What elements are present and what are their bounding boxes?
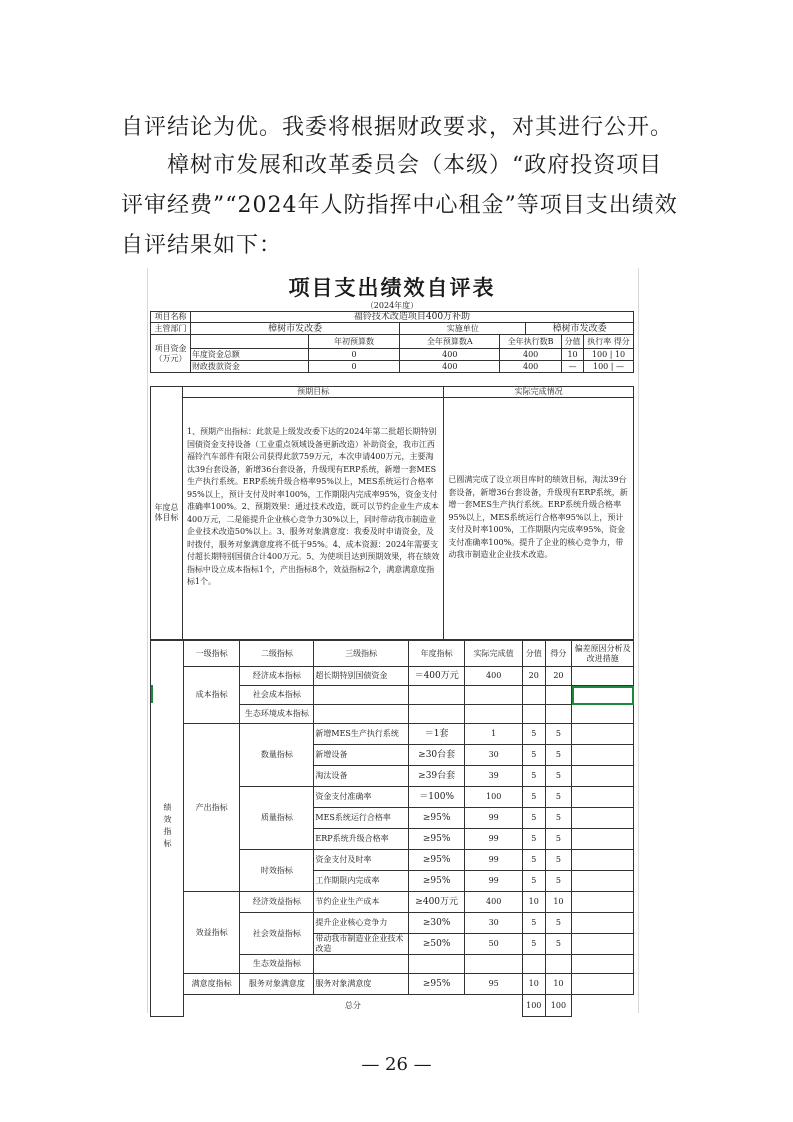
table-row	[151, 724, 634, 745]
intro-line-1: 自评结论为优。我委将根据财政要求，对其进行公开。	[121, 115, 674, 140]
cell-annual: ≥39台套	[408, 766, 465, 787]
expected-goals-text: 1、预期产出指标：此款是上级发改委下达的2024年第二批超长期特别国债资金支持设备（工业重点领域设备更新改造）补助资金，我市江西福铃汽车部件有限公司获得此款759万元，本次申请400万元，主要淘汰39台套设备，新增36台套设备，升级现有ERP系统，新增一套MES生产执行系统。ERP系统升级合格率95%以上，MES系统运行合格率95%以上，预计支付及时率100%，工作期限内完成率95%，资金支付准确率100%。2、预期效果：通过技术改造，既可以节约企业生产成本400万元，二是能提升企业核心竞争力30%以上，同时带动我市制造业企业技术改造50%以上。3、服务对象满意度：我委及时申请资金，及时拨付，服务对象满意度将不低于95%。4、成本资源：2024年需要支付超长期特别国债合计400万元。5、为使项目达到预期效果，将在绩效指标中设立成本指标1个，产出指标8个，效益指标2个，满意满意度指标1个。	[182, 398, 443, 640]
cell-annual: ≥95%	[408, 850, 465, 871]
project-name: 福铃技术改造项目400万补助	[190, 312, 633, 323]
cell-reason[interactable]	[572, 745, 634, 766]
goals-table	[150, 386, 634, 640]
cell-actual: 30	[465, 913, 523, 934]
cell-annual: ≥95%	[408, 871, 465, 892]
label-full-budget: 全年预算数A	[400, 335, 500, 349]
cell-annual	[408, 705, 465, 724]
cell-l3: 服务对象满意度	[314, 974, 409, 995]
l1-benefit: 效益指标	[183, 892, 240, 974]
cell-l3	[314, 955, 409, 974]
cell-score: 5	[522, 724, 545, 745]
total-full: 400	[400, 349, 500, 361]
label-perf-indicators: 绩效指标	[151, 641, 184, 1017]
cell-actual: 400	[465, 667, 523, 686]
cell-reason[interactable]	[572, 808, 634, 829]
total-annual: 0	[308, 349, 400, 361]
cell-got: 5	[545, 913, 572, 934]
label-exec-rate: 执行率 得分	[584, 335, 634, 349]
cell-l3: 提升企业核心竞争力	[314, 913, 409, 934]
cell-actual: 100	[465, 787, 523, 808]
cell-score: 5	[522, 829, 545, 850]
total-score: 100	[522, 995, 545, 1017]
header-reason: 偏差原因分析及改进措施	[572, 641, 634, 667]
header-got: 得分	[545, 641, 572, 667]
cell-annual: ≥30台套	[408, 745, 465, 766]
cell-actual: 400	[465, 892, 523, 913]
label-funds: 项目资金（万元）	[151, 335, 191, 373]
cell-got: 10	[545, 892, 572, 913]
header-l1: 一级指标	[183, 641, 240, 667]
cell-l3: 淘汰设备	[314, 766, 409, 787]
total-rate-got: 100 | 10	[584, 349, 634, 361]
cell-actual	[465, 705, 523, 724]
cell-reason[interactable]	[572, 913, 634, 934]
cell-annual: ≥95%	[408, 829, 465, 850]
cell-reason[interactable]	[572, 705, 634, 724]
cell-got: 5	[545, 829, 572, 850]
cell-got: 20	[545, 667, 572, 686]
label-full-exec: 全年执行数B	[500, 335, 562, 349]
table-row	[151, 974, 634, 995]
cell-l2: 经济效益指标	[240, 892, 314, 913]
l2-time: 时效指标	[240, 850, 314, 892]
l1-satisfaction: 满意度指标	[183, 974, 240, 995]
cell-actual: 50	[465, 934, 523, 955]
cell-reason[interactable]	[572, 766, 634, 787]
cell-l2: 社会成本指标	[240, 686, 314, 705]
total-got: 100	[545, 995, 572, 1017]
cell-reason[interactable]	[572, 787, 634, 808]
total-label: 总分	[344, 1000, 361, 1010]
cell-l3: 新增设备	[314, 745, 409, 766]
cell-reason[interactable]	[572, 974, 634, 995]
cell-l2: 社会效益指标	[240, 913, 314, 955]
indicators-table	[150, 640, 634, 1017]
cell-got: 5	[545, 787, 572, 808]
cell-actual: 99	[465, 808, 523, 829]
page-number: — 26 —	[361, 1054, 432, 1075]
cell-score	[522, 705, 545, 724]
cell-got: 5	[545, 724, 572, 745]
label-actual: 实际完成情况	[444, 387, 634, 398]
l1-cost: 成本指标	[183, 667, 240, 724]
cell-got: 5	[545, 745, 572, 766]
cell-l3: 带动我市制造业企业技术改造	[314, 934, 409, 955]
header-score: 分值	[522, 641, 545, 667]
cell-reason[interactable]	[572, 892, 634, 913]
cell-score	[522, 686, 545, 705]
cell-got: 5	[545, 871, 572, 892]
impl-unit: 樟树市发改委	[526, 323, 634, 335]
cell-actual: 99	[465, 829, 523, 850]
cell-score	[522, 955, 545, 974]
label-expected: 预期目标	[182, 387, 443, 398]
l2-quality: 质量指标	[240, 787, 314, 850]
cell-actual: 1	[465, 724, 523, 745]
cell-score: 5	[522, 934, 545, 955]
cell-annual: ≥95%	[408, 808, 465, 829]
cell-score: 5	[522, 808, 545, 829]
label-total-funds: 年度资金总额	[190, 349, 308, 361]
cell-reason[interactable]	[572, 955, 634, 974]
cell-score: 5	[522, 871, 545, 892]
cell-l2: 服务对象满意度	[240, 974, 314, 995]
cell-l3: 资金支付及时率	[314, 850, 409, 871]
label-dept: 主管部门	[151, 323, 191, 335]
cell-got: 5	[545, 850, 572, 871]
intro-paragraph-2: 樟树市发展和改革委员会（本级）“政府投资项目评审经费”“2024年人防指挥中心租金”等项目支出绩效自评结果如下：	[121, 153, 678, 258]
cell-score: 10	[522, 974, 545, 995]
project-info-table	[150, 311, 634, 373]
cell-l3	[314, 686, 409, 705]
label-fiscal-funds: 财政拨款资金	[190, 361, 308, 373]
cell-actual: 99	[465, 850, 523, 871]
cell-actual: 95	[465, 974, 523, 995]
label-annual-budget: 年初预算数	[308, 335, 400, 349]
fiscal-full: 400	[400, 361, 500, 373]
dept: 樟树市发改委	[190, 323, 399, 335]
cell-actual	[465, 686, 523, 705]
cell-l3	[314, 705, 409, 724]
cell-reason[interactable]	[572, 667, 634, 686]
table-title: 项目支出绩效自评表	[288, 275, 496, 300]
fiscal-exec: 400	[500, 361, 562, 373]
cell-l2: 生态环境成本指标	[240, 705, 314, 724]
cell-got: 5	[545, 808, 572, 829]
cell-got	[545, 686, 572, 705]
cell-l2: 生态效益指标	[240, 955, 314, 974]
cell-actual	[465, 955, 523, 974]
header-annual: 年度指标	[408, 641, 465, 667]
label-goals: 年度总体目标	[151, 387, 183, 640]
cell-actual: 30	[465, 745, 523, 766]
cell-l3: 超长期特别国债资金	[314, 667, 409, 686]
total-exec: 400	[500, 349, 562, 361]
cell-l3: MES系统运行合格率	[314, 808, 409, 829]
actual-result-text: 已圆满完成了设立项目库时的绩效目标，淘汰39台套设备，新增36台套设备，升级现有ERP系统，新增一套MES生产执行系统。ERP系统升级合格率95%以上，MES系统运行合格率95%以上，预计支付及时率100%，工作期限内完成率95%，资金支付准确率100%。提升了企业的核心竞争力，带动我市制造业企业技术改造。	[444, 398, 634, 640]
label-impl-unit: 实施单位	[400, 323, 526, 335]
cell-score: 5	[522, 787, 545, 808]
cell-l3: 新增MES生产执行系统	[314, 724, 409, 745]
header-l2: 二级指标	[240, 641, 314, 667]
cell-got	[545, 705, 572, 724]
table-year: （2024年度）	[365, 301, 419, 310]
cell-reason[interactable]	[572, 850, 634, 871]
cell-l3: 工作期限内完成率	[314, 871, 409, 892]
cell-score: 20	[522, 667, 545, 686]
table-row-total	[151, 995, 634, 1017]
l1-output: 产出指标	[183, 724, 240, 892]
cell-got: 5	[545, 766, 572, 787]
header-actual: 实际完成值	[465, 641, 523, 667]
cell-annual: ≥50%	[408, 934, 465, 955]
label-project-name: 项目名称	[151, 312, 191, 323]
cell-annual: ≥95%	[408, 974, 465, 995]
cell-actual: 99	[465, 871, 523, 892]
selected-cell[interactable]	[572, 686, 634, 705]
cell-reason[interactable]	[572, 724, 634, 745]
cell-got	[545, 955, 572, 974]
fiscal-rate-got: 100 | —	[584, 361, 634, 373]
cell-score: 10	[522, 892, 545, 913]
fiscal-annual: 0	[308, 361, 400, 373]
cell-score: 5	[522, 850, 545, 871]
cell-got: 5	[545, 934, 572, 955]
cell-reason[interactable]	[572, 829, 634, 850]
table-row	[151, 667, 634, 686]
cell-l3: 节约企业生产成本	[314, 892, 409, 913]
cell-actual: 39	[465, 766, 523, 787]
fiscal-score: —	[562, 361, 584, 373]
cell-l3: 资金支付准确率	[314, 787, 409, 808]
cell-score: 5	[522, 913, 545, 934]
label-score: 分值	[562, 335, 584, 349]
cell-annual: ＝400万元	[408, 667, 465, 686]
cell-got: 10	[545, 974, 572, 995]
cell-score: 5	[522, 766, 545, 787]
cell-reason[interactable]	[572, 934, 634, 955]
l2-quantity: 数量指标	[240, 724, 314, 787]
cell-score: 5	[522, 745, 545, 766]
table-row	[151, 892, 634, 913]
cell-annual: ≥400万元	[408, 892, 465, 913]
header-l3: 三级指标	[314, 641, 409, 667]
cell-l2: 经济成本指标	[240, 667, 314, 686]
cell-annual: ＝100%	[408, 787, 465, 808]
total-score: 10	[562, 349, 584, 361]
cell-annual	[408, 955, 465, 974]
cell-annual: ≥30%	[408, 913, 465, 934]
cell-annual	[408, 686, 465, 705]
selection-marker	[151, 685, 153, 703]
cell-annual: ＝1套	[408, 724, 465, 745]
cell-l3: ERP系统升级合格率	[314, 829, 409, 850]
cell-reason[interactable]	[572, 871, 634, 892]
